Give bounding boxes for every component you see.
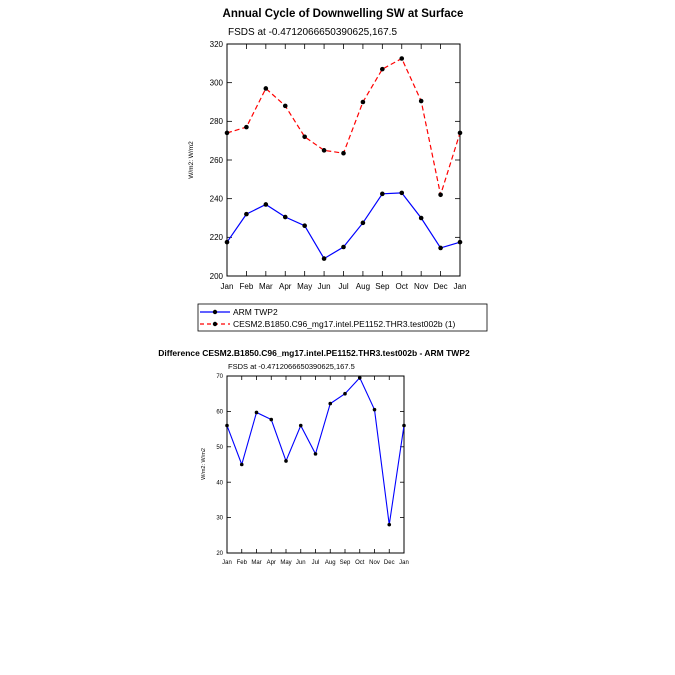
chart-1-data-point <box>380 192 385 197</box>
chart-2-xtick-label: Jun <box>295 560 306 566</box>
chart-1-xtick-label: Dec <box>433 282 448 291</box>
chart-1-ytick-label: 200 <box>209 271 223 281</box>
chart-2-ytick-label: 20 <box>216 551 223 558</box>
chart-2-xtick-label: Nov <box>369 560 380 566</box>
chart-1-xtick-label: Feb <box>239 282 254 291</box>
chart-1-title: Annual Cycle of Downwelling SW at Surface <box>222 8 464 20</box>
chart-1-data-point <box>438 246 443 251</box>
chart-2-xtick-label: Sep <box>339 560 351 566</box>
legend-marker-cesm2 <box>213 322 217 326</box>
chart-1-xtick-label: Mar <box>258 282 273 291</box>
chart-1-data-point <box>283 215 288 220</box>
chart-2-xtick-label: Dec <box>383 560 395 566</box>
chart-1-data-point <box>341 245 346 250</box>
legend-label-arm-twp2: ARM TWP2 <box>233 307 278 317</box>
chart-1-xtick-label: Apr <box>279 282 292 291</box>
chart-2-data-point <box>284 459 288 463</box>
chart-1-y-axis-label: W/m2: W/m2 <box>188 141 195 179</box>
legend-marker-arm-twp2 <box>213 310 217 314</box>
chart-2-ytick-label: 30 <box>216 515 223 522</box>
chart-1-data-point <box>264 202 269 207</box>
chart-1-xtick-label: Sep <box>375 282 390 291</box>
chart-1-xtick-label: Nov <box>414 282 429 291</box>
chart-2-series-line-1 <box>227 378 404 525</box>
chart-1-ytick-label: 240 <box>209 194 223 204</box>
chart-1-xtick-label: May <box>297 282 313 291</box>
chart-2-xtick-label: Apr <box>266 560 276 566</box>
chart-1-data-point <box>283 104 288 109</box>
chart-2-data-point <box>402 424 406 428</box>
chart-1-data-point <box>438 193 443 198</box>
chart-2-ytick-label: 70 <box>216 374 223 381</box>
chart-2-data-point <box>314 452 318 456</box>
chart-1-data-point <box>244 212 249 217</box>
chart-2-xtick-label: Jan <box>399 560 409 566</box>
chart-1-xtick-label: Oct <box>395 282 408 291</box>
chart-2-data-point <box>358 376 362 380</box>
chart-1-data-point <box>302 135 307 140</box>
chart-1-data-point <box>361 100 366 105</box>
chart-1-data-point <box>341 151 346 156</box>
chart-1-data-point <box>361 221 366 226</box>
chart-1-data-point <box>419 216 424 221</box>
chart-1-subtitle: FSDS at -0.4712066650390625,167.5 <box>228 27 398 38</box>
chart-2-data-point <box>225 424 229 428</box>
chart-2-data-point <box>343 392 347 396</box>
chart-1-xtick-label: Jan <box>453 282 467 291</box>
chart-1-ytick-label: 260 <box>209 155 223 165</box>
chart-2 <box>158 348 470 566</box>
chart-2-data-point <box>255 411 259 415</box>
chart-1-data-point <box>419 99 424 104</box>
chart-1-ytick-label: 320 <box>209 39 223 49</box>
chart-2-xtick-label: Aug <box>324 560 336 566</box>
chart-1-series-line-2 <box>227 59 460 195</box>
chart-2-subtitle: FSDS at -0.4712066650390625,167.5 <box>228 362 355 371</box>
chart-2-ytick-label: 40 <box>216 480 223 487</box>
chart-1-data-point <box>399 191 404 196</box>
chart-1-xtick-label: Jul <box>338 282 349 291</box>
chart-1-xtick-label: Jun <box>317 282 331 291</box>
chart-2-data-point <box>299 424 303 428</box>
chart-2-xtick-label: Oct <box>355 560 365 566</box>
chart-2-ytick-label: 60 <box>216 409 223 416</box>
chart-1-data-point <box>322 256 327 261</box>
chart-2-xtick-label: Jan <box>222 560 232 566</box>
chart-2-xtick-label: Feb <box>236 560 247 566</box>
chart-1 <box>188 8 466 291</box>
chart-1-data-point <box>302 223 307 228</box>
chart-2-ytick-label: 50 <box>216 444 223 451</box>
chart-2-xtick-label: Jul <box>311 560 320 566</box>
chart-1-data-point <box>322 148 327 153</box>
legend-label-cesm2: CESM2.B1850.C96_mg17.intel.PE1152.THR3.test002b (1) <box>233 319 456 329</box>
chart-1-ytick-label: 300 <box>209 78 223 88</box>
chart-2-data-point <box>373 408 377 412</box>
chart-1-plot-frame <box>227 44 460 276</box>
chart-1-xtick-label: Aug <box>355 282 371 291</box>
chart-1-ytick-label: 220 <box>209 233 223 243</box>
chart-1-data-point <box>225 240 230 245</box>
legend <box>198 304 487 331</box>
chart-1-data-point <box>380 67 385 72</box>
chart-2-data-point <box>269 418 273 422</box>
chart-2-y-axis-label: W/m2: W/m2 <box>201 448 207 480</box>
chart-2-plot-frame <box>227 376 404 553</box>
chart-2-title: Difference CESM2.B1850.C96_mg17.intel.PE1152.THR3.test002b - ARM TWP2 <box>158 348 470 358</box>
chart-1-data-point <box>458 240 463 245</box>
chart-1-data-point <box>458 131 463 136</box>
chart-2-data-point <box>387 523 391 527</box>
chart-1-ytick-label: 280 <box>209 117 223 127</box>
chart-1-data-point <box>244 125 249 130</box>
chart-1-xtick-label: Jan <box>220 282 234 291</box>
chart-1-data-point <box>225 131 230 136</box>
chart-2-data-point <box>240 463 244 467</box>
chart-1-data-point <box>399 56 404 61</box>
chart-2-xtick-label: Mar <box>251 560 262 566</box>
chart-2-data-point <box>328 402 332 406</box>
chart-1-data-point <box>264 86 269 91</box>
chart-2-xtick-label: May <box>280 560 292 566</box>
